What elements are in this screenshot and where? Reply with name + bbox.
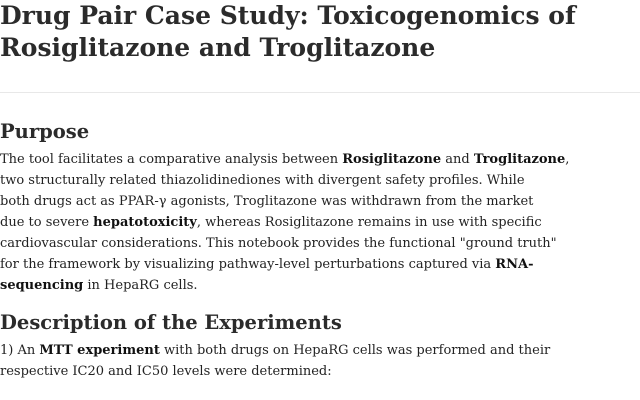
title-divider — [0, 92, 640, 93]
purpose-line — [0, 254, 540, 275]
purpose-heading: Purpose — [0, 120, 90, 143]
purpose-line — [0, 275, 540, 296]
drug-name-troglitazone: Troglitazone — [473, 152, 566, 167]
text-run: 1) An — [0, 343, 40, 358]
purpose-line: both drugs act as PPAR-γ agonists, Troglitazone was withdrawn from the market — [0, 194, 534, 209]
text-run: , — [565, 152, 570, 167]
purpose-line — [0, 149, 570, 170]
purpose-paragraph — [0, 149, 570, 296]
experiments-line: respective IC20 and IC50 levels were determined: — [0, 364, 332, 379]
page-title-line-1: Drug Pair Case Study: Toxicogenomics of — [0, 1, 576, 30]
experiments-paragraph — [0, 340, 551, 382]
text-run: , whereas Rosiglitazone remains in use with specific — [196, 215, 542, 230]
term-mtt-experiment: MTT experiment — [39, 343, 160, 358]
term-hepatotoxicity: hepatotoxicity — [93, 215, 197, 230]
text-run: The tool facilitates a comparative analysis between — [0, 152, 343, 167]
drug-name-rosiglitazone: Rosiglitazone — [342, 152, 442, 167]
purpose-line — [0, 212, 540, 233]
term-rna-part-2: sequencing — [0, 278, 84, 293]
purpose-line: cardiovascular considerations. This notebook provides the functional "ground truth" — [0, 236, 557, 251]
page-title — [0, 0, 620, 64]
term-rna-part-1: RNA- — [495, 257, 534, 272]
text-run: in HepaRG cells. — [83, 278, 198, 293]
experiments-line — [0, 340, 551, 361]
purpose-line: two structurally related thiazolidinediones with divergent safety profiles. While — [0, 173, 525, 188]
text-run: for the framework by visualizing pathway-level perturbations captured via — [0, 257, 496, 272]
page-title-line-2: Rosiglitazone and Troglitazone — [0, 33, 436, 62]
experiments-heading: Description of the Experiments — [0, 311, 342, 334]
text-run: with both drugs on HepaRG cells was performed and their — [159, 343, 551, 358]
text-run: and — [441, 152, 474, 167]
text-run: due to severe — [0, 215, 94, 230]
